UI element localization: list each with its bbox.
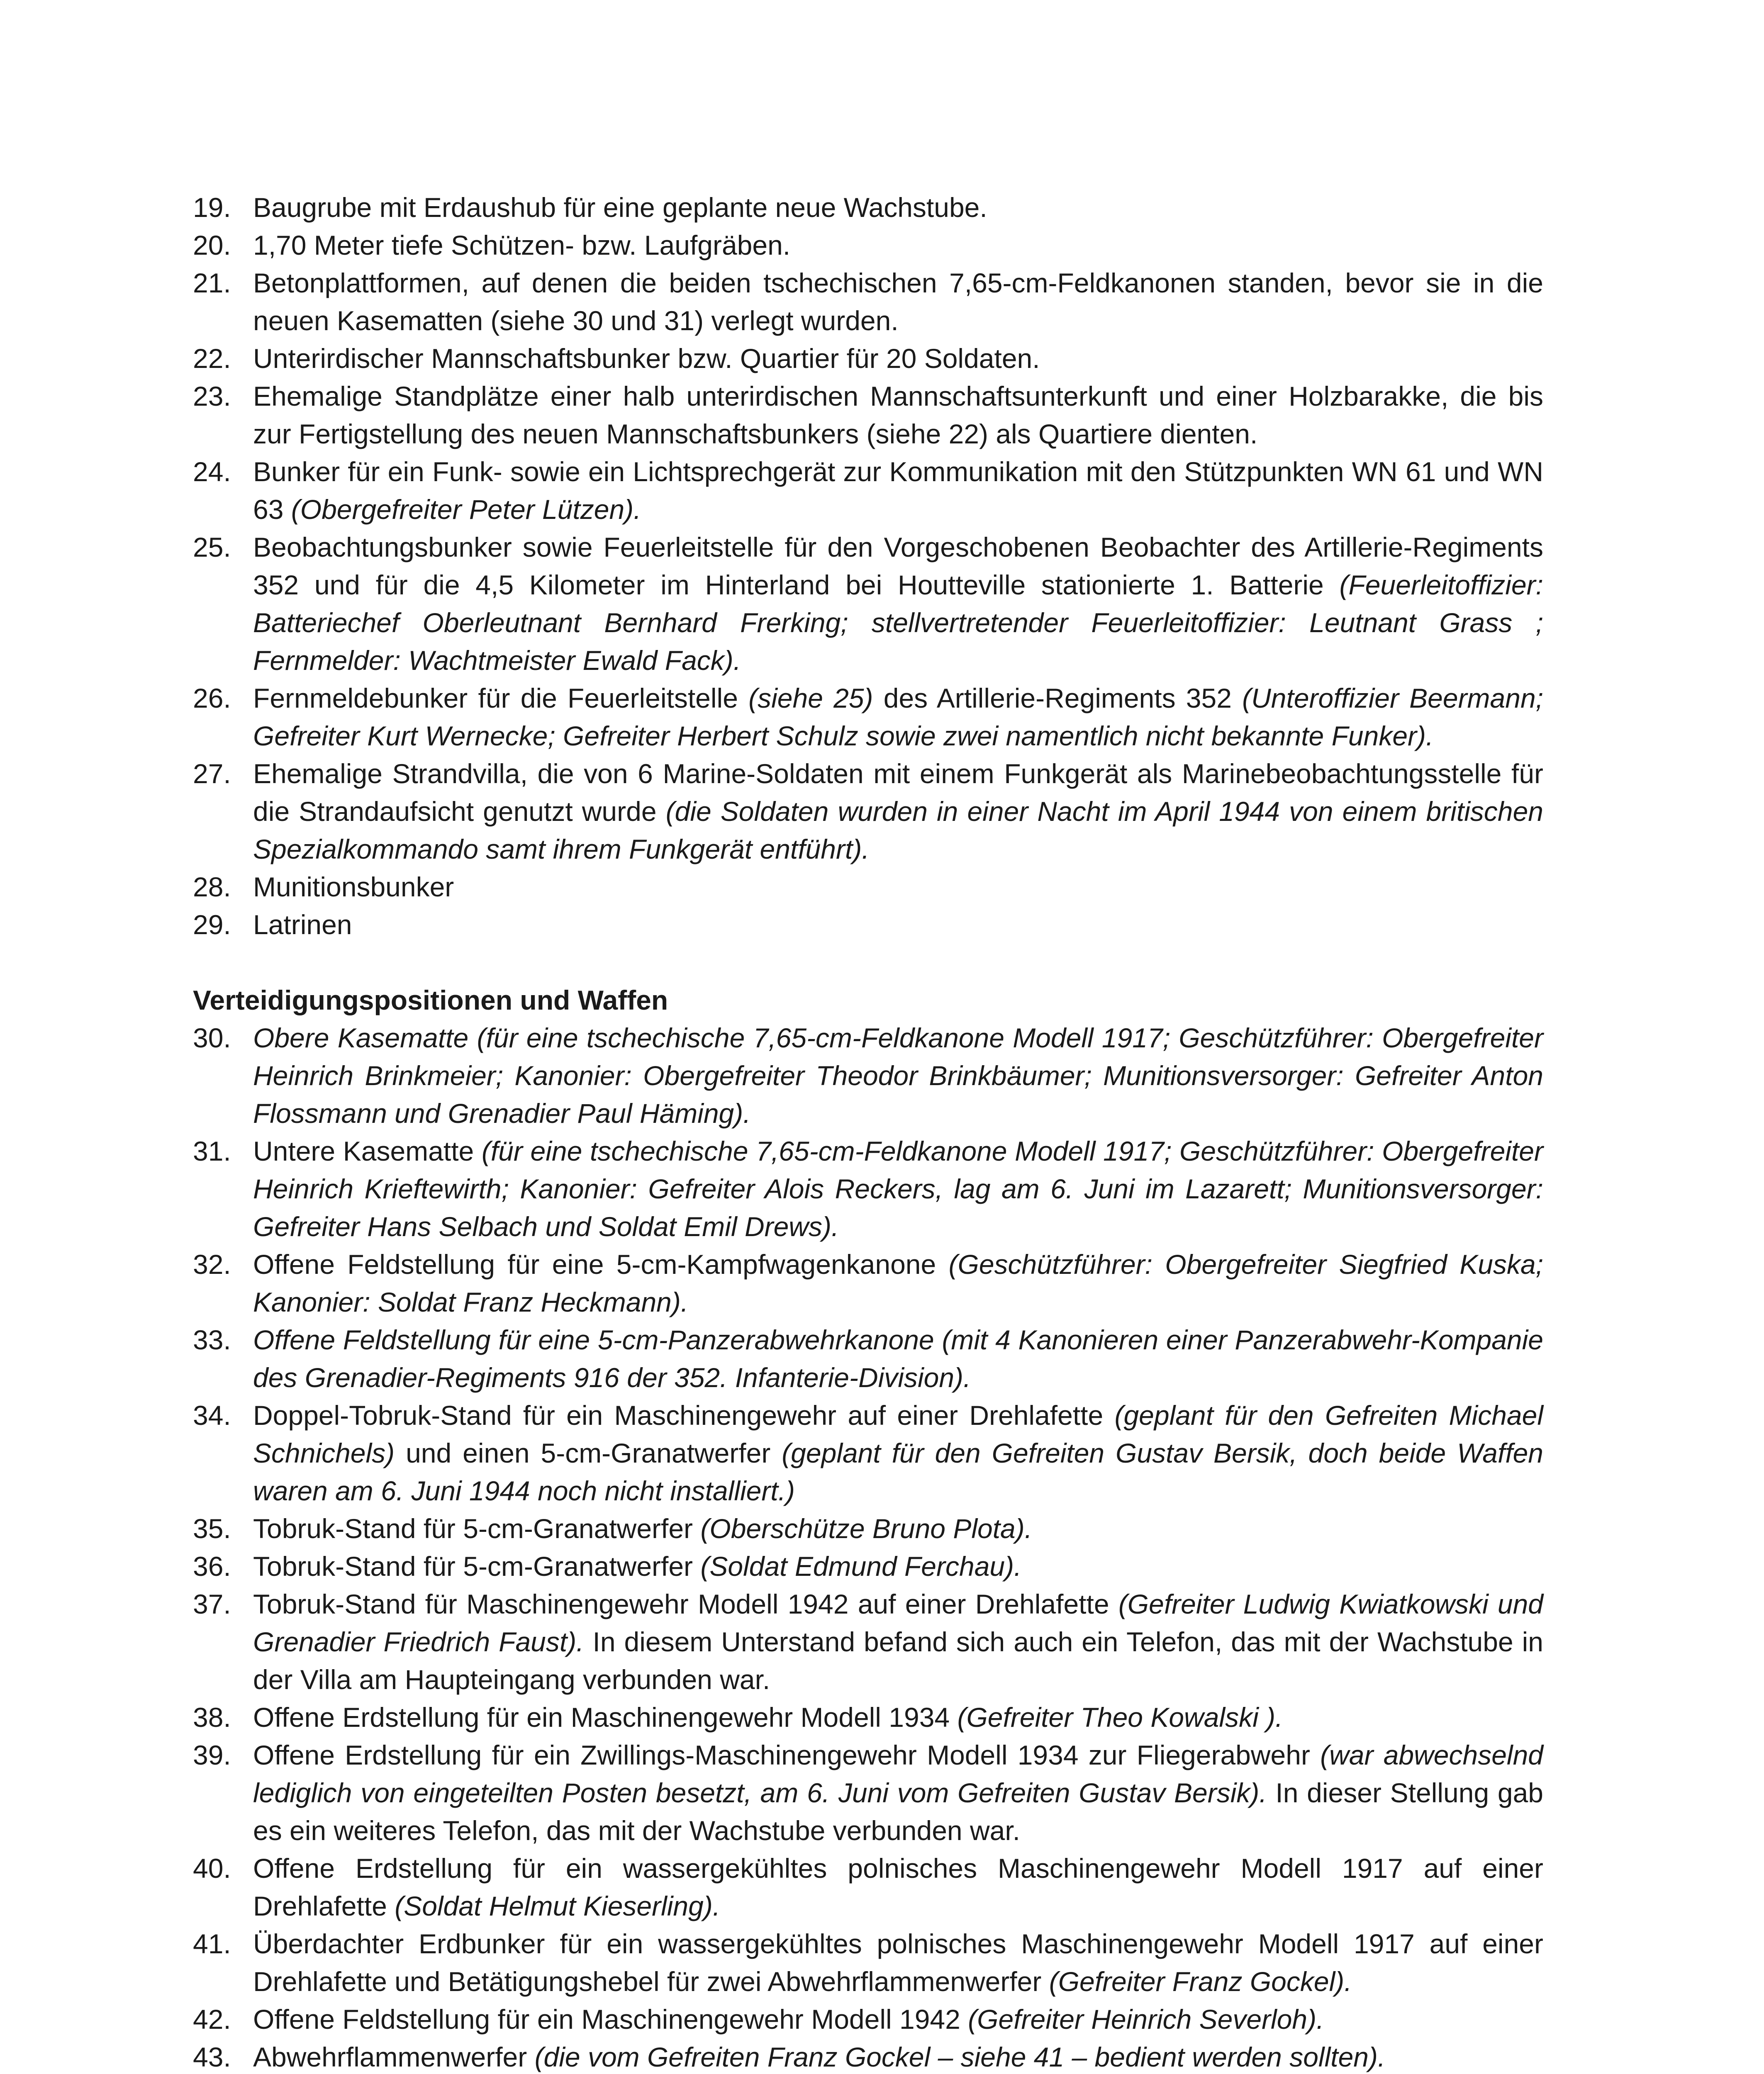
item-number: 38. (193, 1702, 231, 1733)
list-item (193, 1548, 1543, 1585)
item-number: 35. (193, 1513, 231, 1544)
item-text (253, 343, 1040, 374)
italic-text-segment: (für eine tschechische 7,65-cm-Feldkanone Modell 1917; Geschützführer: Obergefreiter Heinrich Krieftewirth; Kanonier: Gefreiter Alois Reckers, lag am 6. Juni im Lazarett; Munitionsversorger: Gefreiter Hans Selbach und Soldat Emil Drews). (253, 1136, 1543, 1242)
italic-text-segment: (Gefreiter Theo Kowalski ). (957, 1702, 1283, 1733)
italic-text-segment: (geplant für den Gefreiten Gustav Bersik, doch beide Waffen waren am 6. Juni 1944 noch nicht installiert.) (253, 1438, 1543, 1506)
text-segment: Munitionsbunker (253, 871, 454, 902)
list-item (193, 2001, 1543, 2038)
text-segment: Offene Erdstellung für ein Zwillings-Maschinengewehr Modell 1934 zur Fliegerabwehr (253, 1740, 1321, 1770)
text-segment: Fernmeldebunker für die Feuerleitstelle (253, 683, 749, 713)
text-segment: Doppel-Tobruk-Stand für ein Maschinengewehr auf einer Drehlafette (253, 1400, 1115, 1431)
text-segment: In dieser Stellung gab es ein weiteres Telefon, das mit der Wachstube verbunden war. (253, 1777, 1543, 1846)
text-segment: Baugrube mit Erdaushub für eine geplante neue Wachstube. (253, 192, 987, 223)
item-text (253, 1022, 1543, 1129)
item-number: 37. (193, 1589, 231, 1619)
italic-text-segment: (siehe 25) (748, 683, 873, 713)
item-number: 25. (193, 532, 231, 562)
list-item (193, 377, 1543, 453)
list-item (193, 528, 1543, 679)
text-segment: Abwehrflammenwerfer (253, 2042, 535, 2072)
text-segment: Überdachter Erdbunker für ein wassergekühltes polnisches Maschinengewehr Modell 1917 auf einer Drehlafette und Betätigungshebel für zwei Abwehrflammenwerfer (253, 1928, 1543, 1997)
list-item (193, 1321, 1543, 1397)
item-text (253, 1928, 1543, 1997)
item-text (253, 1702, 1283, 1733)
text-segment: Beobachtungsbunker sowie Feuerleitstelle für den Vorgeschobenen Beobachter des Artillerie-Regiments 352 und für die 4,5 Kilometer im Hinterland bei Houtteville stationierte 1. Batterie (253, 532, 1543, 600)
item-text (253, 1551, 1021, 1582)
list-item (193, 226, 1543, 264)
list-item (193, 1019, 1543, 1132)
item-number: 22. (193, 343, 231, 374)
item-text (253, 532, 1543, 676)
italic-text-segment: (Unteroffizier Beermann; Gefreiter Kurt Wernecke; Gefreiter Herbert Schulz sowie zwei namentlich nicht bekannte Funker). (253, 683, 1543, 751)
item-number: 42. (193, 2004, 231, 2035)
italic-text-segment: (Soldat Helmut Kieserling). (395, 1891, 721, 1921)
italic-text-segment: (Feuerleitoffizier: Batteriechef Oberleutnant Bernhard Frerking; stellvertretender Feuerleitoffizier: Leutnant Grass ; Fernmelder: Wachtmeister Ewald Fack). (253, 570, 1543, 676)
item-text (253, 456, 1543, 525)
text-segment: Ehemalige Strandvilla, die von 6 Marine-Soldaten mit einem Funkgerät als Marinebeobachtungsstelle für die Strandaufsicht genutzt wurde (253, 758, 1543, 827)
item-text (253, 230, 790, 260)
item-text (253, 192, 987, 223)
item-number: 27. (193, 758, 231, 789)
italic-text-segment: (Gefreiter Ludwig Kwiatkowski und Grenadier Friedrich Faust). (253, 1589, 1543, 1657)
item-number: 39. (193, 1740, 231, 1770)
italic-text-segment: (Obergefreiter Peter Lützen). (291, 494, 641, 525)
item-number: 21. (193, 268, 231, 298)
legend-list-defensive-positions (193, 1019, 1543, 2074)
item-text (253, 909, 352, 940)
italic-text-segment: (war abwechselnd lediglich von eingeteilten Posten besetzt, am 6. Juni vom Gefreiten Gustav Bersik). (253, 1740, 1543, 1808)
list-item (193, 906, 1543, 944)
italic-text-segment: (geplant für den Gefreiten Michael Schnichels) (253, 1400, 1543, 1468)
italic-text-segment: (die Soldaten wurden in einer Nacht im April 1944 von einem britischen Spezialkommando samt ihrem Funkgerät entführt). (253, 796, 1543, 864)
item-text (253, 1324, 1543, 1393)
text-segment: Unterirdischer Mannschaftsbunker bzw. Quartier für 20 Soldaten. (253, 343, 1040, 374)
list-item (193, 264, 1543, 340)
list-item (193, 340, 1543, 377)
page-content (193, 189, 1543, 2074)
item-number: 24. (193, 456, 231, 487)
item-text (253, 871, 454, 902)
text-segment: Tobruk-Stand für 5-cm-Granatwerfer (253, 1513, 701, 1544)
item-number: 41. (193, 1928, 231, 1959)
legend-list-facilities (193, 189, 1543, 944)
list-item (193, 1850, 1543, 1925)
item-text (253, 2004, 1324, 2035)
text-segment: Tobruk-Stand für 5-cm-Granatwerfer (253, 1551, 701, 1582)
list-item (193, 1132, 1543, 1246)
italic-text-segment: (Gefreiter Heinrich Severloh). (968, 2004, 1324, 2035)
italic-text-segment: (Geschützführer: Obergefreiter Siegfried Kuska; Kanonier: Soldat Franz Heckmann). (253, 1249, 1543, 1317)
list-item (193, 453, 1543, 528)
list-item (193, 189, 1543, 226)
item-text (253, 1853, 1543, 1921)
item-text (253, 381, 1543, 449)
item-number: 23. (193, 381, 231, 411)
item-number: 34. (193, 1400, 231, 1431)
list-item (193, 1736, 1543, 1850)
italic-text-segment: Obere Kasematte (für eine tschechische 7,65-cm-Feldkanone Modell 1917; Geschützführer: Obergefreiter Heinrich Brinkmeier; Kanonier: Obergefreiter Theodor Brinkbäumer; Munitionsversorger: Gefreiter Anton Flossmann und Grenadier Paul Häming). (253, 1022, 1543, 1129)
item-number: 33. (193, 1324, 231, 1355)
list-item (193, 755, 1543, 868)
text-segment: des Artillerie-Regiments 352 (873, 683, 1243, 713)
item-number: 20. (193, 230, 231, 260)
text-segment: 1,70 Meter tiefe Schützen- bzw. Laufgräben. (253, 230, 791, 260)
text-segment: Untere Kasematte (253, 1136, 482, 1166)
list-item (193, 1925, 1543, 2001)
item-text (253, 1740, 1543, 1846)
italic-text-segment: Offene Feldstellung für eine 5-cm-Panzerabwehrkanone (mit 4 Kanonieren einer Panzerabwehr-Kompanie des Grenadier-Regiments 916 der 352. Infanterie-Division). (253, 1324, 1543, 1393)
item-text (253, 1400, 1543, 1506)
text-segment: Tobruk-Stand für Maschinengewehr Modell 1942 auf einer Drehlafette (253, 1589, 1118, 1619)
list-item (193, 2038, 1543, 2074)
item-text (253, 2042, 1385, 2072)
list-item (193, 1699, 1543, 1736)
list-item (193, 1246, 1543, 1321)
list-item (193, 1585, 1543, 1699)
text-segment: Ehemalige Standplätze einer halb unterirdischen Mannschaftsunterkunft und einer Holzbarakke, die bis zur Fertigstellung des neuen Mannschaftsbunkers (siehe 22) als Quartiere dienten. (253, 381, 1543, 449)
item-number: 28. (193, 871, 231, 902)
italic-text-segment: (die vom Gefreiten Franz Gockel – siehe 41 – bedient werden sollten). (534, 2042, 1386, 2072)
text-segment: Offene Feldstellung für ein Maschinengewehr Modell 1942 (253, 2004, 968, 2035)
item-number: 26. (193, 683, 231, 713)
text-segment: Betonplattformen, auf denen die beiden tschechischen 7,65-cm-Feldkanonen standen, bevor sie in die neuen Kasematten (siehe 30 und 31) verlegt wurden. (253, 268, 1543, 336)
item-number: 43. (193, 2042, 231, 2072)
text-segment: Offene Erdstellung für ein wassergekühltes polnisches Maschinengewehr Modell 1917 auf einer Drehlafette (253, 1853, 1543, 1921)
item-text (253, 1136, 1543, 1242)
item-text (253, 1513, 1032, 1544)
item-text (253, 268, 1543, 336)
item-number: 29. (193, 909, 231, 940)
item-number: 36. (193, 1551, 231, 1582)
item-number: 31. (193, 1136, 231, 1166)
italic-text-segment: (Gefreiter Franz Gockel). (1049, 1966, 1352, 1997)
item-text (253, 1249, 1543, 1317)
section-heading: Verteidigungspositionen und Waffen (193, 985, 668, 1015)
text-segment: In diesem Unterstand befand sich auch ein Telefon, das mit der Wachstube in der Villa am Haupteingang verbunden war. (253, 1626, 1543, 1695)
italic-text-segment: (Oberschütze Bruno Plota). (700, 1513, 1033, 1544)
text-segment: Latrinen (253, 909, 352, 940)
text-segment: Offene Feldstellung für eine 5-cm-Kampfwagenkanone (253, 1249, 949, 1280)
item-number: 30. (193, 1022, 231, 1053)
item-text (253, 683, 1543, 751)
list-item (193, 679, 1543, 755)
text-segment: und einen 5-cm-Granatwerfer (395, 1438, 782, 1468)
item-number: 19. (193, 192, 231, 223)
text-segment: Bunker für ein Funk- sowie ein Lichtsprechgerät zur Kommunikation mit den Stützpunkten WN 61 und WN 63 (253, 456, 1543, 525)
item-number: 32. (193, 1249, 231, 1280)
text-segment: Offene Erdstellung für ein Maschinengewehr Modell 1934 (253, 1702, 958, 1733)
item-text (253, 758, 1543, 864)
list-item (193, 1510, 1543, 1548)
item-text (253, 1589, 1543, 1695)
list-item (193, 868, 1543, 906)
item-number: 40. (193, 1853, 231, 1884)
list-item (193, 1397, 1543, 1510)
italic-text-segment: (Soldat Edmund Ferchau). (700, 1551, 1022, 1582)
